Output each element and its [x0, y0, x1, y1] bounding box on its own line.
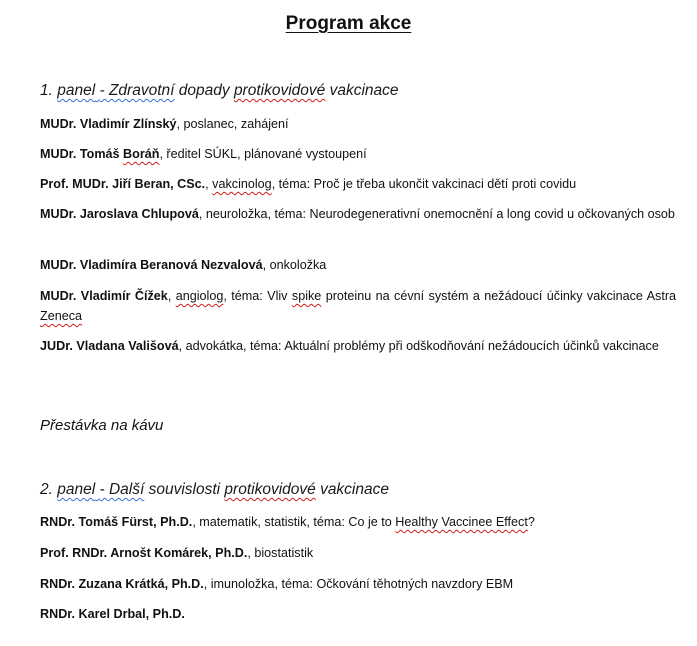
coffee-break: Přestávka na kávu — [40, 417, 164, 434]
speaker-entry — [40, 204, 676, 224]
panel-middle: dopady — [178, 82, 230, 99]
panel-suffix: vakcinace — [320, 481, 389, 498]
speaker-name: RNDr. Karel Drbal, Ph.D. — [40, 607, 185, 621]
panel-1-heading — [40, 82, 680, 100]
panel-2-heading — [40, 481, 680, 499]
panel-word: panel - Další — [57, 481, 145, 498]
speaker-name: MUDr. Vladimír Čížek — [40, 289, 168, 303]
speaker-entry — [40, 604, 676, 624]
speaker-role: vakcinolog — [212, 177, 272, 191]
speaker-details: , advokátka, téma: Aktuální problémy při odškodňování nežádoucích účinků vakcinace — [178, 339, 659, 353]
speaker-entry: RNDr. Tomáš Fürst, Ph.D., matematik, statistik, téma: Co je to Healthy Vaccinee Effect? — [40, 515, 535, 529]
speaker-details: , téma: Proč je třeba ukončit vakcinaci dětí proti covidu — [271, 177, 577, 191]
speaker-name: JUDr. Vladana Vališová — [40, 339, 179, 353]
speaker-entry — [40, 543, 676, 563]
speaker-name: MUDr. Vladimír Zlínský — [40, 117, 177, 131]
speaker-name: MUDr. Tomáš Boráň — [40, 147, 160, 161]
speaker-details: , biostatistik — [247, 546, 314, 560]
panel-middle: souvislosti — [148, 481, 221, 498]
speaker-entry: MUDr. Vladimír Čížek, angiolog, téma: Vliv spike proteinu na cévní systém a nežádoucí účinky vakcinace Astra Zeneca — [40, 289, 677, 323]
speaker-name: MUDr. Vladimíra Beranová Nezvalová — [40, 258, 263, 272]
panel-number: 1. — [40, 82, 53, 99]
panel-word: panel - Zdravotní — [57, 82, 175, 99]
speaker-entry: Prof. MUDr. Jiří Beran, CSc., vakcinolog, téma: Proč je třeba ukončit vakcinaci dětí proti covidu — [40, 177, 577, 191]
panel-keyword: protikovidové — [233, 82, 326, 99]
speaker-name: Prof. MUDr. Jiří Beran, CSc. — [40, 177, 206, 191]
speaker-details: , matematik, statistik, téma: Co je to — [192, 515, 396, 529]
speaker-details: , poslanec, zahájení — [176, 117, 289, 131]
speaker-entry — [40, 144, 676, 164]
speaker-name: RNDr. Tomáš Fürst, Ph.D. — [40, 515, 193, 529]
speaker-entry — [40, 255, 676, 275]
speaker-details: , neuroložka, téma: Neurodegenerativní onemocnění a long covid u očkovaných osob — [198, 207, 675, 221]
speaker-details: , onkoložka — [262, 258, 327, 272]
speaker-details: , ředitel SÚKL, plánované vystoupení — [159, 147, 367, 161]
speaker-entry — [40, 114, 676, 134]
page-title: Program akce — [285, 13, 412, 34]
speaker-name: RNDr. Zuzana Krátká, Ph.D. — [40, 577, 204, 591]
speaker-role: angiolog — [175, 289, 224, 303]
panel-suffix: vakcinace — [329, 82, 399, 99]
speaker-name: Prof. RNDr. Arnošt Komárek, Ph.D. — [40, 546, 248, 560]
speaker-entry — [40, 574, 676, 594]
speaker-details: , imunoložka, téma: Očkování těhotných navzdory EBM — [203, 577, 514, 591]
speaker-name: MUDr. Jaroslava Chlupová — [40, 207, 199, 221]
speaker-entry — [40, 336, 676, 356]
panel-number: 2. — [40, 481, 53, 498]
panel-keyword: protikovidové — [224, 481, 316, 498]
